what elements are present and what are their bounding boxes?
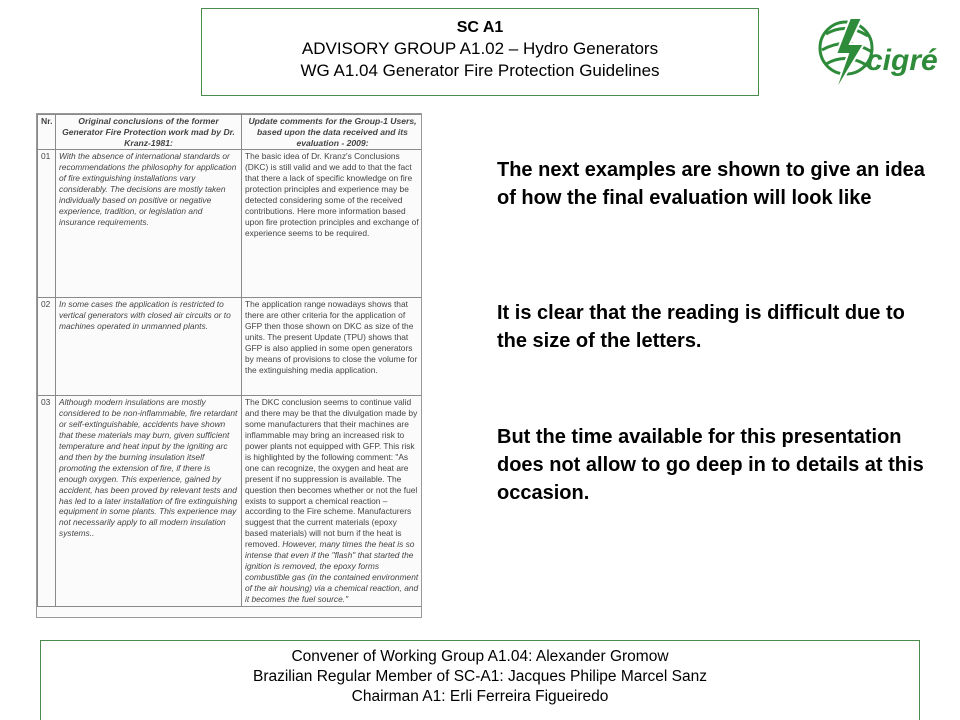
table-row bbox=[38, 396, 423, 606]
row-nr: 01 bbox=[38, 150, 56, 298]
footer-line-2: Brazilian Regular Member of SC-A1: Jacques Philipe Marcel Sanz bbox=[252, 668, 707, 685]
footer-line-3: Chairman A1: Erli Ferreira Figueiredo bbox=[351, 688, 609, 705]
footer-box bbox=[40, 640, 920, 720]
row-original: With the absence of international standards or recommendations the philosophy for application of fire extinguishing installations vary considerably. The decisions are mostly taken individually based on positive or negative experience, tradition, or legislation and insurance requirements. bbox=[56, 150, 242, 298]
paragraph-examples: The next examples are shown to give an idea of how the final evaluation will look like bbox=[497, 159, 925, 209]
row-update-italic-text: However, many times the heat is so intense that even if the "flash" that started the ignition is removed, the epoxy forms combustible gas (in the contained environment of the air housing) via a chemical reaction, and it becomes the fuel source." bbox=[245, 539, 419, 604]
table-row bbox=[38, 150, 423, 298]
row-original: Although modern insulations are mostly considered to be non-inflammable, fire retardant or self-extinguishable, accidents have shown that these materials may burn, given sufficient temperature and heat input by the igniting arc and then by the burning insulation itself promoting the extension of fire, if there is enough oxygen. This experience, gained by accident, has been proved by relevant tests and has led to a later installation of fire extinguishing equipment in some plants. This experience may not necessarily apply to all modern insulation systems.. bbox=[56, 396, 242, 606]
table-row bbox=[38, 298, 423, 396]
header-update: Update comments for the Group-1 Users, based upon the data received and its evaluation - 2009: bbox=[242, 115, 423, 150]
header-line-1: SC A1 bbox=[456, 19, 504, 36]
row-update bbox=[242, 396, 423, 606]
row-update: The application range nowadays shows that there are other criteria for the application of GFP then those shown on DKC as size of the units. The present Update (TPU) shows that GFP is also applied in some open generators by means of provisions to close the volume for the extinguishing media application. bbox=[242, 298, 423, 396]
row-update: The basic idea of Dr. Kranz's Conclusions (DKC) is still valid and we add to that the fact that there a lack of specific knowledge on fire protection principles and experience may be detected considering some of the received contributions. Here more information based upon fire protection principles and exchange of experience seems to be required. bbox=[242, 150, 423, 298]
cigre-logo bbox=[812, 14, 938, 98]
table-header-row bbox=[38, 115, 423, 150]
footer-line-1: Convener of Working Group A1.04: Alexander Gromow bbox=[291, 648, 669, 665]
cigre-logo-graphic bbox=[812, 14, 938, 98]
row-original: In some cases the application is restricted to vertical generators with closed air circuits or to machines operated in unmanned plants. bbox=[56, 298, 242, 396]
row-update-text: The DKC conclusion seems to continue valid and there may be that the divulgation made by some manufacturers that their machines are inflammable may bring an increased risk to power plants not equipped with GFP. This risk is highlighted by the following comment: "As one can recognize, the oxygen and heat are present if no suppression is available. The question then becomes whether or not the fuel exists to support a chemical reaction – according to the Fire scheme. Manufacturers suggest that the current materials (epoxy based materials) will not burn if the heat is removed. bbox=[245, 397, 418, 550]
row-nr: 02 bbox=[38, 298, 56, 396]
logo-wordmark: cigré bbox=[866, 44, 938, 77]
row-nr: 03 bbox=[38, 396, 56, 606]
header-nr: Nr. bbox=[38, 115, 56, 150]
title-box bbox=[201, 8, 759, 96]
paragraph-reading: It is clear that the reading is difficult due to the size of the letters. bbox=[497, 302, 905, 352]
header-line-3: WG A1.04 Generator Fire Protection Guidelines bbox=[300, 61, 660, 80]
scanned-document-table bbox=[36, 113, 422, 618]
header-original: Original conclusions of the former Generator Fire Protection work mad by Dr. Kranz-1981: bbox=[56, 115, 242, 150]
paragraph-time: But the time available for this presentation does not allow to go deep in to details at this occasion. bbox=[497, 426, 924, 504]
header-line-2: ADVISORY GROUP A1.02 – Hydro Generators bbox=[301, 39, 659, 58]
